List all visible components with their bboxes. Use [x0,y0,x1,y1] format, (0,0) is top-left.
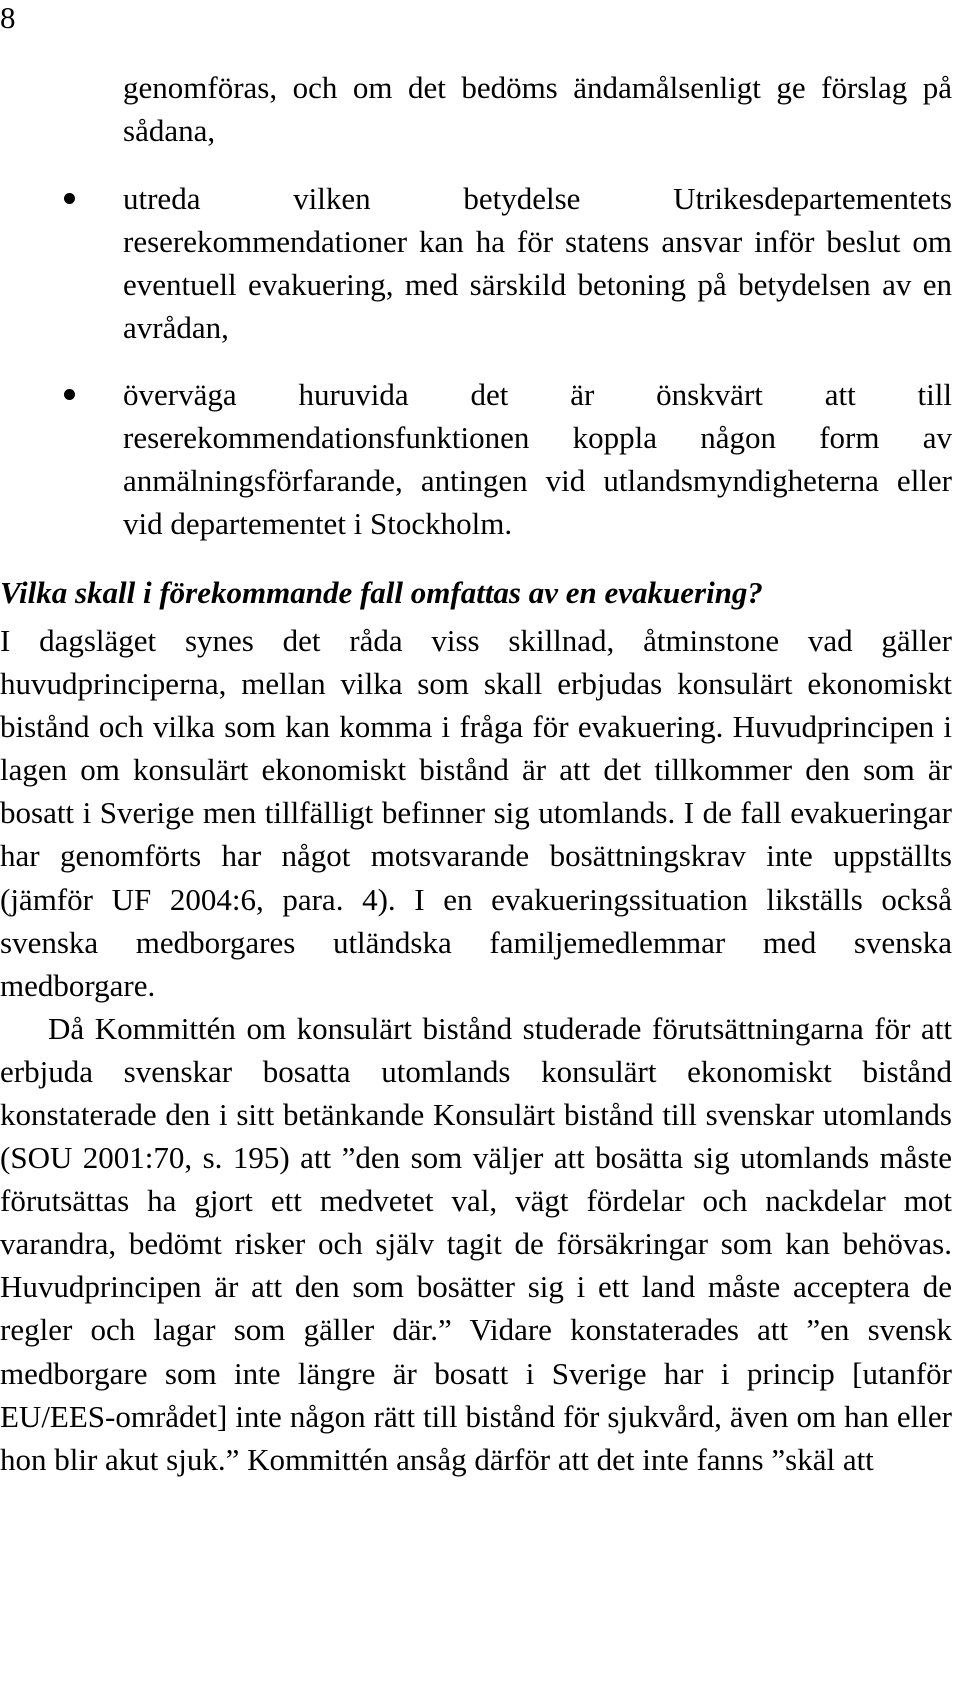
page-content [0,66,952,1481]
body-paragraph: I dagsläget synes det råda viss skillnad, åtminstone vad gäller huvudprinciperna, mellan vilka som skall erbjudas konsulärt ekonomiskt bistånd och vilka som kan komma i fråga för evakuering. Huvudprincipen i lagen om konsulärt ekonomiskt bistånd är att det tillkommer den som är bosatt i Sverige men tillfälligt befinner sig utomlands. I de fall evakueringar har genomförts har något motsvarande bosättningskrav inte uppställts (jämför UF 2004:6, para. 4). I en evakueringssituation likställs också svenska medborgares utländska familjemedlemmar med svenska medborgare. [0,622,952,1003]
bullet-icon [64,389,75,400]
bullet-item [0,373,952,545]
intro-continuation: genomföras, och om det bedöms ändamålsenligt ge förslag på sådana, [123,70,952,149]
bullet-list [0,177,952,545]
section-heading: Vilka skall i förekommande fall omfattas av en evakuering? [0,574,763,610]
bullet-icon [64,193,75,204]
page-number: 8 [0,0,16,35]
bullet-text: överväga huruvida det är önskvärt att till reserekommendationsfunktionen koppla någon form av anmälningsförfarande, antingen vid utlandsmyndigheterna eller vid departementet i Stockholm. [123,376,952,541]
bullet-item [0,177,952,349]
bullet-text: utreda vilken betydelse Utrikesdepartementets reserekommendationer kan ha för statens ansvar inför beslut om eventuell evakuering, med särskild betoning på betydelsen av en avrådan, [123,181,952,346]
body-paragraph: Då Kommittén om konsulärt bistånd studerade förutsättningarna för att erbjuda svenskar bosatta utomlands konsulärt ekonomiskt bistånd konstaterade den i sitt betänkande Konsulärt bistånd till svenskar utomlands (SOU 2001:70, s. 195) att ”den som väljer att bosätta sig utomlands måste förutsättas ha gjort ett medvetet val, vägt fördelar och nackdelar mot varandra, bedömt risker och själv tagit de försäkringar som kan behövas. Huvudprincipen är att den som bosätter sig i ett land måste acceptera de regler och lagar som gäller där.” Vidare konstaterades att ”en svensk medborgare som inte längre är bosatt i Sverige har i princip [utanför EU/EES-området] inte någon rätt till bistånd för sjukvård, även om han eller hon blir akut sjuk.” Kommittén ansåg därför att det inte fanns ”skäl att [0,1010,952,1477]
